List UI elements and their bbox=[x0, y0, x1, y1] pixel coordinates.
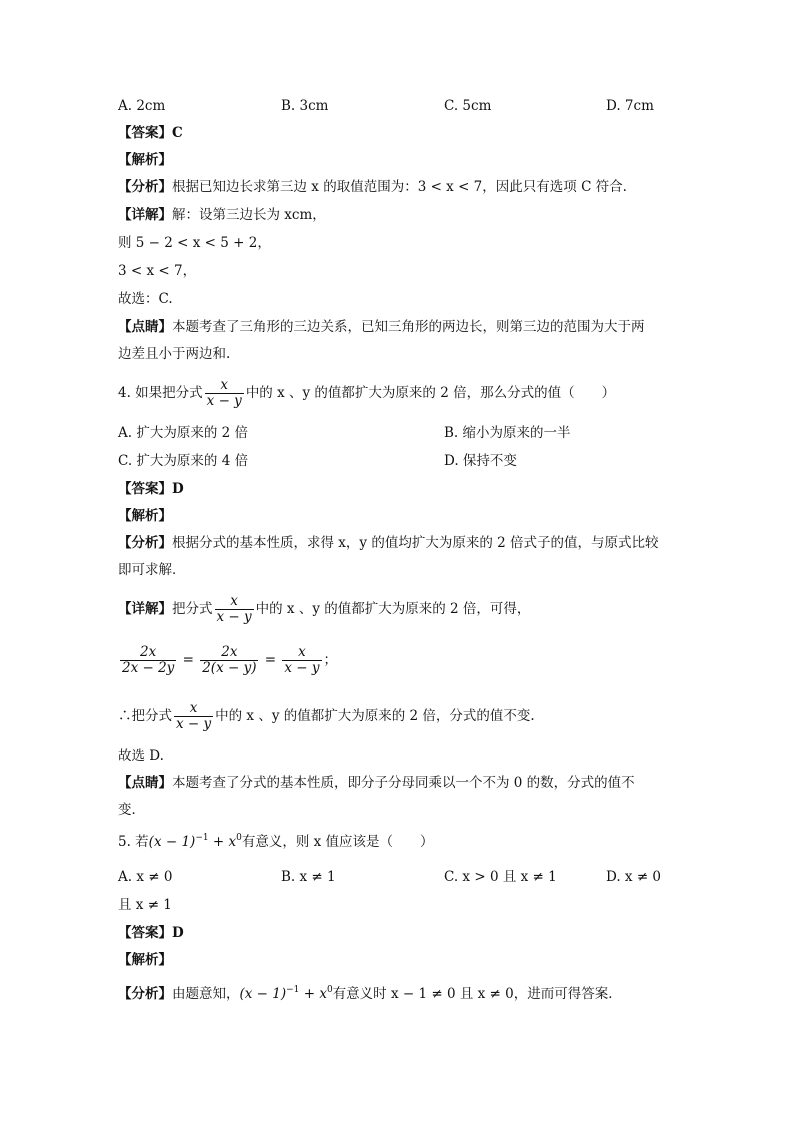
q3-xiangjie-label: 【详解】 bbox=[118, 207, 172, 223]
q5-stem-exp-0: 0 bbox=[236, 833, 242, 843]
q4-dianjing bbox=[118, 774, 635, 792]
q4-stem-post: 中的 x 、y 的值都扩大为原来的 2 倍，那么分式的值（ ） bbox=[245, 385, 616, 401]
q4-option-b: B. 缩小为原来的一半 bbox=[444, 425, 571, 441]
q5-option-b: B. x ≠ 1 bbox=[281, 869, 336, 885]
q5-stem-base: (x − 1) bbox=[148, 834, 196, 850]
q5-fenxi-label: 【分析】 bbox=[118, 986, 172, 1002]
q5-fenxi-exp-0: 0 bbox=[326, 985, 333, 995]
q4-option-a: A. 扩大为原来的 2 倍 bbox=[118, 425, 249, 441]
q5-fenxi-exp-neg1: −1 bbox=[286, 985, 300, 995]
q3-answer: 【答案】C bbox=[118, 125, 183, 141]
q4-dianjing-cont: 变． bbox=[118, 802, 145, 818]
q4-conclusion bbox=[118, 699, 535, 733]
q4-conclusion-fraction bbox=[174, 701, 213, 732]
q4-eq-f1-den: 2x − 2y bbox=[122, 660, 175, 676]
q4-conclusion-post: 中的 x 、y 的值都扩大为原来的 2 倍，分式的值不变. bbox=[215, 708, 535, 724]
q5-fenxi-base: (x − 1) bbox=[239, 986, 287, 1002]
q3-analysis-tag: 【解析】 bbox=[118, 152, 172, 168]
q4-eq-end: ； bbox=[323, 652, 338, 668]
q4-eq-sign-2: = bbox=[264, 652, 277, 668]
q4-stem bbox=[118, 376, 615, 410]
q4-fenxi-label: 【分析】 bbox=[118, 535, 172, 551]
q4-conclusion-num: x bbox=[174, 701, 213, 717]
q5-analysis-tag: 【解析】 bbox=[118, 952, 172, 968]
q3-dianjing-text1: 本题考查了三角形的三边关系，已知三角形的两边长，则第三边的范围为大于两 bbox=[172, 319, 645, 335]
q5-option-d-cont: 且 x ≠ 1 bbox=[118, 897, 172, 913]
q4-choose: 故选 D. bbox=[118, 748, 164, 764]
q3-xiangjie bbox=[118, 206, 326, 224]
q5-stem-exp-neg1: −1 bbox=[195, 833, 209, 843]
q4-eq-f1-num: 2x bbox=[120, 645, 176, 661]
q3-fenxi bbox=[118, 178, 627, 196]
q5-stem bbox=[118, 833, 434, 851]
q4-xiangjie-post: 中的 x 、y 的值都扩大为原来的 2 倍，可得， bbox=[255, 601, 531, 617]
q4-eq-f2-num: 2x bbox=[200, 645, 258, 661]
q3-dianjing-cont: 边差且小于两边和. bbox=[118, 346, 231, 362]
q5-option-d: D. x ≠ 0 bbox=[606, 869, 662, 885]
q4-stem-pre: 4. 如果把分式 bbox=[118, 385, 203, 401]
q4-equation bbox=[118, 643, 337, 677]
q5-answer: 【答案】D bbox=[118, 925, 184, 941]
q4-eq-fraction-1 bbox=[120, 645, 176, 676]
q4-eq-f3-num: x bbox=[282, 645, 321, 661]
q4-xiangjie bbox=[118, 592, 530, 626]
q4-stem-fraction-num: x bbox=[205, 378, 244, 394]
q3-option-b: B. 3cm bbox=[281, 98, 329, 114]
q5-fenxi-post: 有意义时 x − 1 ≠ 0 且 x ≠ 0，进而可得答案． bbox=[332, 986, 622, 1002]
q3-choose: 故选：C. bbox=[118, 291, 173, 307]
q5-stem-post: 有意义，则 x 值应该是（ ） bbox=[241, 834, 434, 850]
q3-dianjing bbox=[118, 318, 645, 336]
q4-conclusion-pre: ∴把分式 bbox=[118, 708, 172, 724]
q3-dianjing-label: 【点睛】 bbox=[118, 319, 172, 335]
q4-xiangjie-fraction bbox=[215, 594, 254, 625]
q3-option-c: C. 5cm bbox=[444, 98, 492, 114]
q4-eq-fraction-2 bbox=[200, 645, 258, 676]
q4-xiangjie-pre: 把分式 bbox=[172, 601, 213, 617]
q5-option-c: C. x > 0 且 x ≠ 1 bbox=[444, 869, 557, 885]
q4-fenxi-text1: 根据分式的基本性质，求得 x，y 的值均扩大为原来的 2 倍式子的值，与原式比较 bbox=[172, 535, 659, 551]
q3-step2: 3 < x < 7， bbox=[118, 263, 197, 279]
q3-xiangjie-text: 解：设第三边长为 xcm， bbox=[172, 207, 326, 223]
q4-eq-fraction-3 bbox=[282, 645, 321, 676]
q4-option-c: C. 扩大为原来的 4 倍 bbox=[118, 453, 249, 469]
q3-option-a: A. 2cm bbox=[118, 98, 166, 114]
q4-fenxi bbox=[118, 534, 659, 552]
q5-option-a: A. x ≠ 0 bbox=[118, 869, 173, 885]
q4-fenxi-cont: 即可求解． bbox=[118, 562, 186, 578]
q4-eq-f3-den: x − y bbox=[284, 660, 320, 676]
q4-option-d: D. 保持不变 bbox=[444, 453, 517, 469]
q4-answer: 【答案】D bbox=[118, 481, 184, 497]
q4-conclusion-den: x − y bbox=[176, 716, 212, 732]
q3-fenxi-text: 根据已知边长求第三边 x 的取值范围为：3 < x < 7，因此只有选项 C 符合. bbox=[172, 179, 627, 195]
q5-fenxi-plus: + x bbox=[299, 986, 327, 1002]
q4-stem-fraction bbox=[205, 378, 244, 409]
q3-option-d: D. 7cm bbox=[606, 98, 654, 114]
q4-eq-sign-1: = bbox=[182, 652, 194, 668]
q4-eq-f2-den: 2(x − y) bbox=[202, 660, 257, 676]
q5-stem-plus: + x bbox=[208, 834, 237, 850]
q5-stem-pre: 5. 若 bbox=[118, 834, 149, 850]
q3-step1: 则 5 − 2 < x < 5 + 2， bbox=[118, 235, 271, 251]
q5-fenxi bbox=[118, 985, 622, 1003]
q4-xiangjie-fraction-den: x − y bbox=[216, 609, 252, 625]
q4-stem-fraction-den: x − y bbox=[206, 393, 242, 409]
q4-analysis-tag: 【解析】 bbox=[118, 508, 172, 524]
q5-fenxi-pre: 由题意知， bbox=[172, 986, 240, 1002]
q4-xiangjie-fraction-num: x bbox=[215, 594, 254, 610]
q4-dianjing-label: 【点睛】 bbox=[118, 775, 172, 791]
q4-xiangjie-label: 【详解】 bbox=[118, 601, 172, 617]
q4-dianjing-text1: 本题考查了分式的基本性质，即分子分母同乘以一个不为 0 的数，分式的值不 bbox=[172, 775, 635, 791]
q3-fenxi-label: 【分析】 bbox=[118, 179, 172, 195]
